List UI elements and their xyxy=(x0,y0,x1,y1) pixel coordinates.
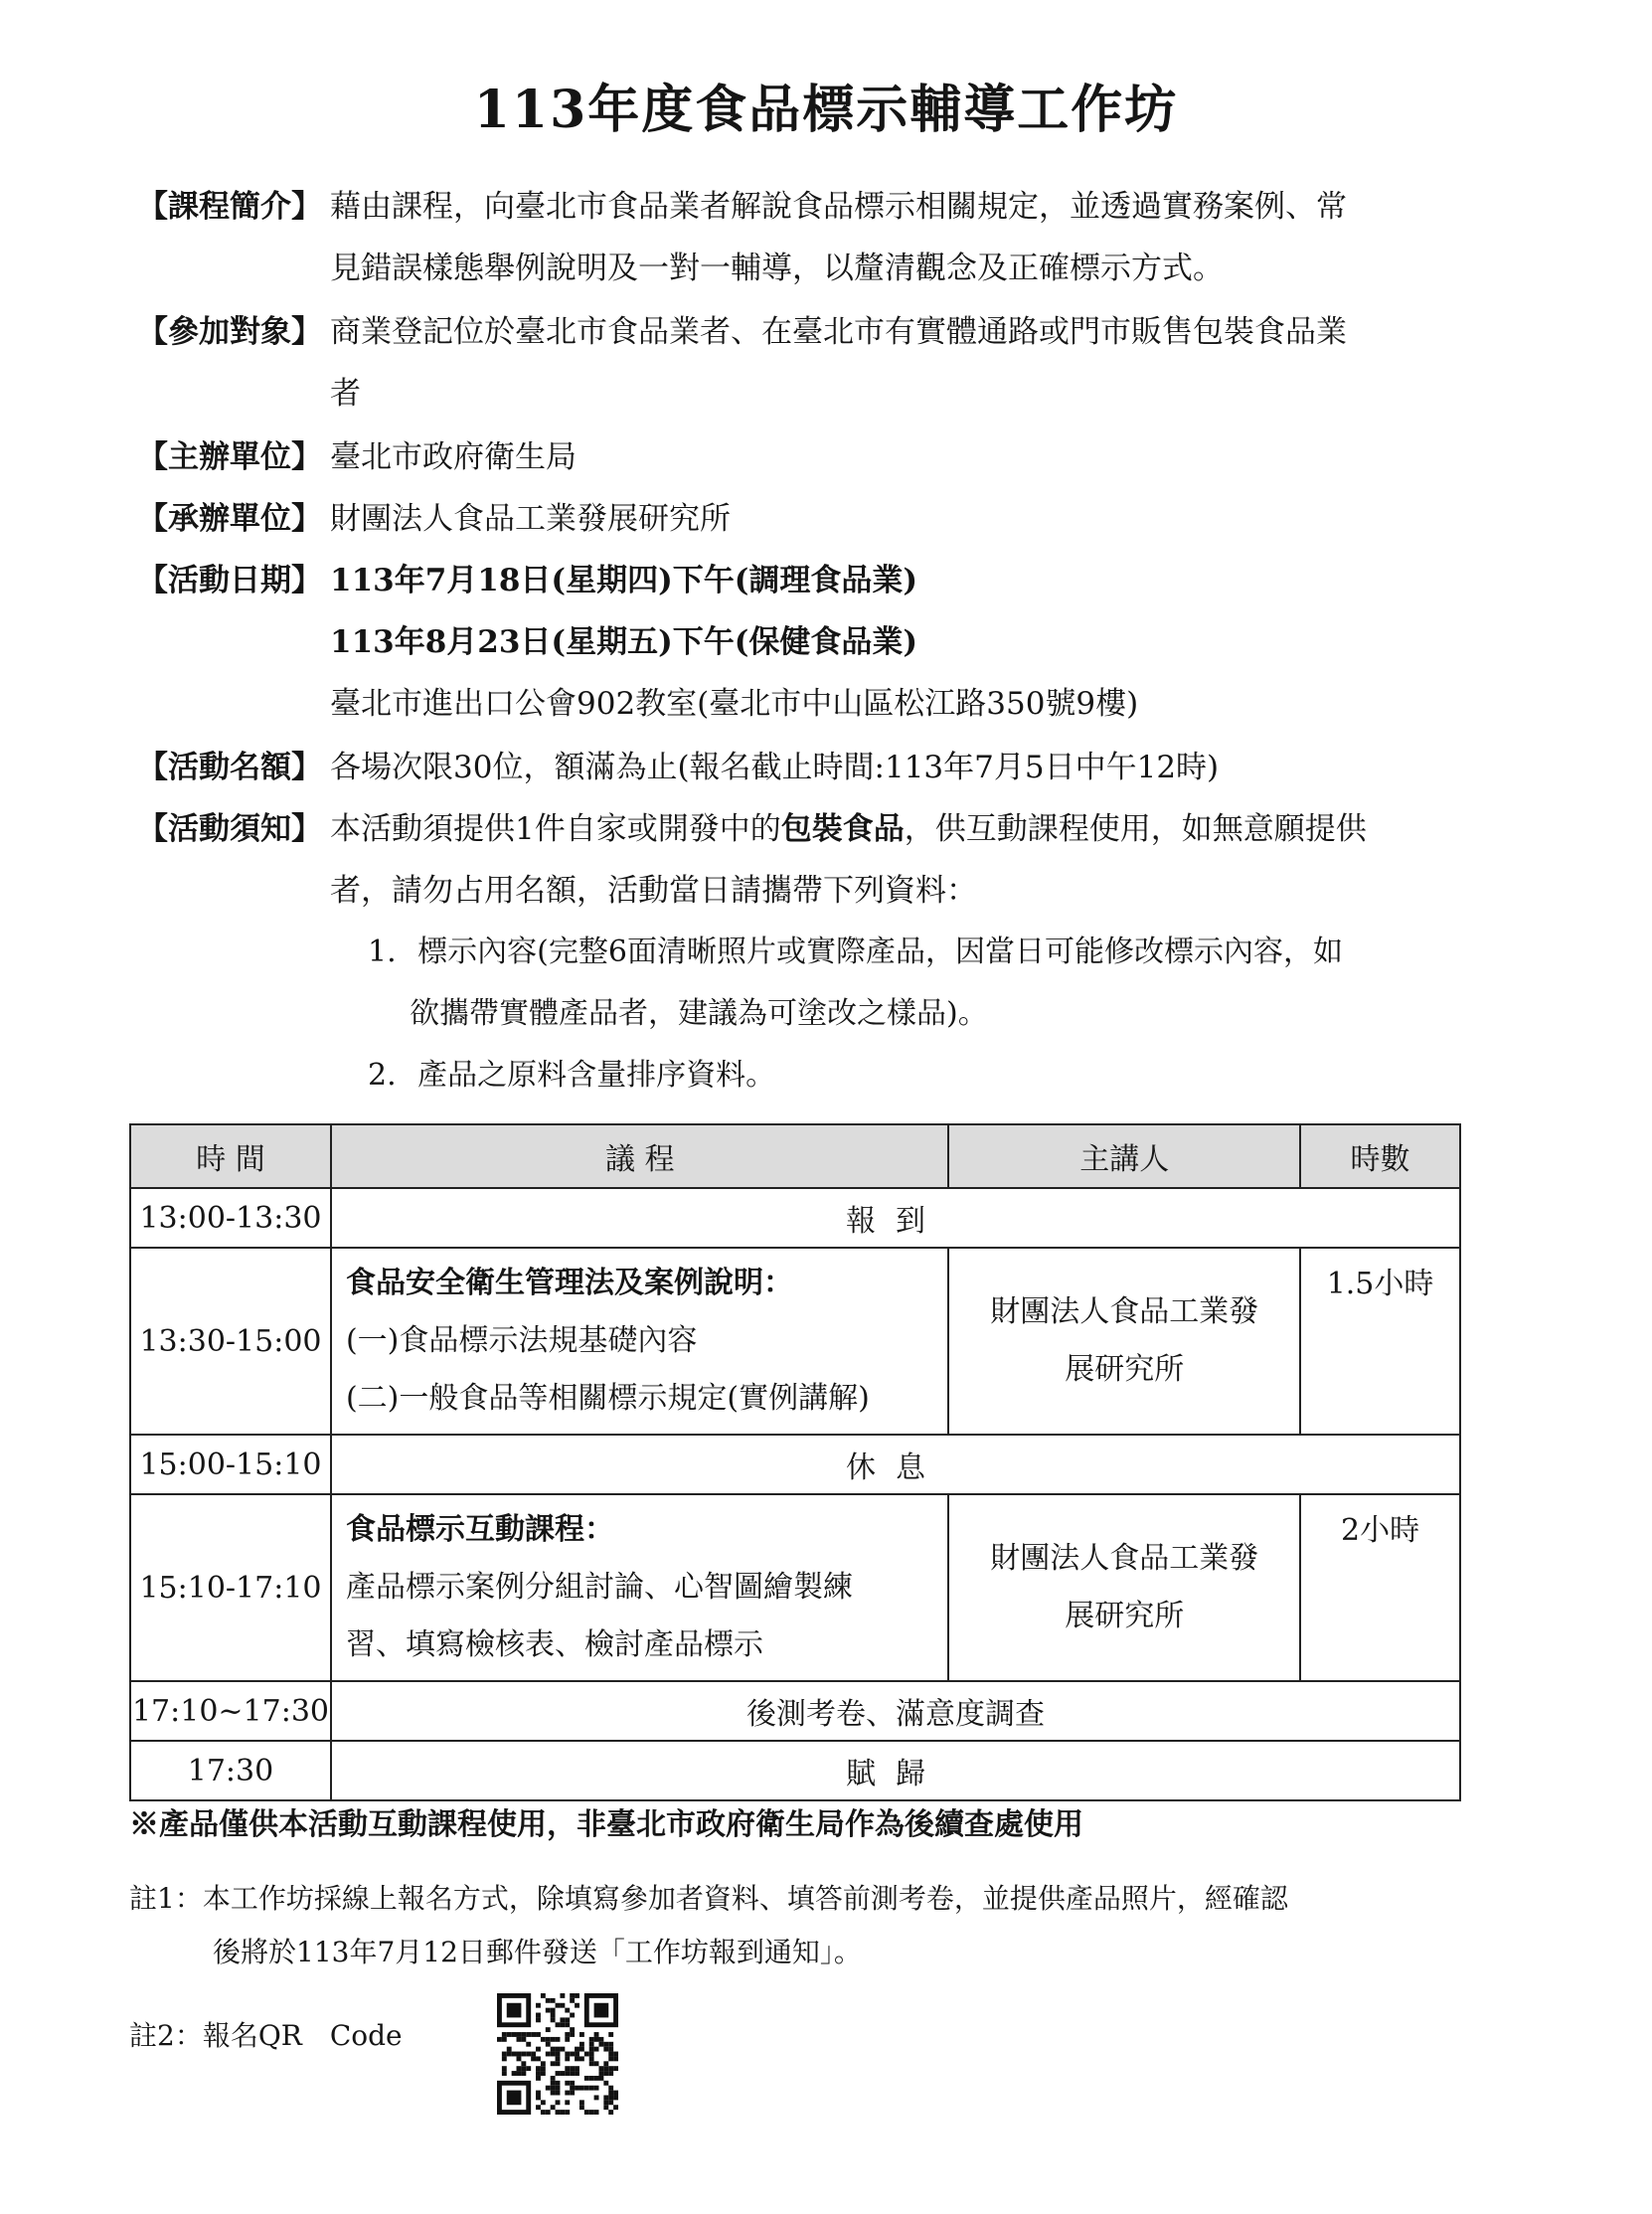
agenda-heading: 食品標示互動課程： xyxy=(345,1512,614,1547)
row-time: 15:10-17:10 xyxy=(130,1494,331,1681)
info-value: 藉由課程，向臺北市食品業者解說食品標示相關規定，並透過實務案例、常 xyxy=(330,189,1347,225)
schedule-table xyxy=(129,1123,1461,1801)
agenda-item: 產品標示案例分組討論、心智圖繪製練 xyxy=(345,1570,853,1605)
info-value-cont: 者，請勿占用名額，活動當日請攜帶下列資料： xyxy=(330,873,977,909)
info-label: 【活動名額】 xyxy=(137,750,322,785)
row-activity: 休息 xyxy=(331,1435,1460,1494)
info-label: 【承辦單位】 xyxy=(137,501,322,537)
note-1 xyxy=(129,1879,1288,1968)
agenda-item: 習、填寫檢核表、檢討產品標示 xyxy=(345,1627,763,1662)
agenda-heading: 食品安全衛生管理法及案例說明： xyxy=(345,1266,793,1300)
table-row xyxy=(130,1494,1460,1681)
requirement-item xyxy=(368,1056,1461,1096)
speaker-line: 財團法人食品工業發 xyxy=(990,1294,1259,1329)
info-label: 【課程簡介】 xyxy=(137,189,322,225)
registration-qr-code-icon[interactable] xyxy=(497,1993,618,2115)
product-usage-footnote: ※產品僅供本活動互動課程使用，非臺北市政府衛生局作為後續查處使用 xyxy=(129,1807,1083,1842)
notice-text-c: ，供互動課程使用，如無意願提供 xyxy=(904,811,1367,847)
requirement-text: 產品之原料含量排序資料。 xyxy=(417,1058,776,1093)
table-row xyxy=(130,1681,1460,1741)
header-speaker: 主講人 xyxy=(948,1124,1300,1188)
requirement-number: 2. xyxy=(368,1058,397,1093)
row-speaker xyxy=(948,1494,1300,1681)
info-value-cont: 者 xyxy=(330,376,361,412)
requirement-text-cont: 欲攜帶實體產品者，建議為可塗改之樣品)。 xyxy=(410,996,988,1031)
speaker-line: 展研究所 xyxy=(1065,1599,1185,1633)
requirement-item xyxy=(368,933,1461,1031)
row-activity: 賦歸 xyxy=(331,1741,1460,1800)
speaker-line: 展研究所 xyxy=(1065,1352,1185,1387)
agenda-item: (二)一般食品等相關標示規定(實例講解) xyxy=(345,1381,870,1416)
info-value: 臺北市政府衛生局 xyxy=(330,439,577,475)
info-value-cont: 見錯誤樣態舉例說明及一對一輔導，以釐清觀念及正確標示方式。 xyxy=(330,251,1224,286)
info-label: 【主辦單位】 xyxy=(137,439,322,475)
page-title: 113年度食品標示輔導工作坊 xyxy=(473,80,1179,140)
event-date-2: 113年8月23日(星期五)下午(保健食品業) xyxy=(330,624,918,660)
info-label: 【活動須知】 xyxy=(137,811,322,847)
table-row xyxy=(130,1741,1460,1800)
row-hours: 1.5小時 xyxy=(1300,1248,1460,1435)
info-label: 【活動日期】 xyxy=(137,563,322,598)
row-time: 17:30 xyxy=(130,1741,331,1800)
row-time: 13:00-13:30 xyxy=(130,1188,331,1248)
header-hours: 時數 xyxy=(1300,1124,1460,1188)
row-agenda xyxy=(331,1248,948,1435)
speaker-line: 財團法人食品工業發 xyxy=(990,1541,1259,1576)
note-1-line-cont: 後將於113年7月12日郵件發送「工作坊報到通知」。 xyxy=(213,1936,862,1968)
info-value xyxy=(330,809,1463,849)
row-hours: 2小時 xyxy=(1300,1494,1460,1681)
row-time: 13:30-15:00 xyxy=(130,1248,331,1435)
requirement-text: 標示內容(完整6面清晰照片或實際產品，因當日可能修改標示內容，如 xyxy=(417,935,1343,969)
event-date-1: 113年7月18日(星期四)下午(調理食品業) xyxy=(330,563,918,598)
agenda-item: (一)食品標示法規基礎內容 xyxy=(345,1323,698,1358)
note-1-line: 註1：本工作坊採線上報名方式，除填寫參加者資料、填答前測考卷，並提供產品照片，經確認 xyxy=(129,1882,1288,1915)
row-speaker xyxy=(948,1248,1300,1435)
table-header-row xyxy=(130,1124,1460,1188)
info-label: 【參加對象】 xyxy=(137,314,322,350)
info-value: 商業登記位於臺北市食品業者、在臺北市有實體通路或門市販售包裝食品業 xyxy=(330,314,1347,350)
header-agenda: 議 程 xyxy=(331,1124,948,1188)
row-agenda xyxy=(331,1494,948,1681)
notice-highlight: 包裝食品 xyxy=(780,811,905,847)
row-activity: 報到 xyxy=(331,1188,1460,1248)
row-activity: 後測考卷、滿意度調查 xyxy=(331,1681,1460,1741)
note-2: 註2：報名QR Code xyxy=(129,2019,403,2052)
info-value: 各場次限30位，額滿為止(報名截止時間:113年7月5日中午12時) xyxy=(330,750,1220,785)
notice-text-a: 本活動須提供1件自家或開發中的 xyxy=(330,811,781,847)
event-venue: 臺北市進出口公會902教室(臺北市中山區松江路350號9樓) xyxy=(330,686,1139,722)
row-time: 15:00-15:10 xyxy=(130,1435,331,1494)
table-row xyxy=(130,1188,1460,1248)
table-row xyxy=(130,1248,1460,1435)
header-time: 時 間 xyxy=(130,1124,331,1188)
table-row xyxy=(130,1435,1460,1494)
info-value: 財團法人食品工業發展研究所 xyxy=(330,501,731,537)
requirement-number: 1. xyxy=(368,935,397,969)
row-time: 17:10~17:30 xyxy=(130,1681,331,1741)
